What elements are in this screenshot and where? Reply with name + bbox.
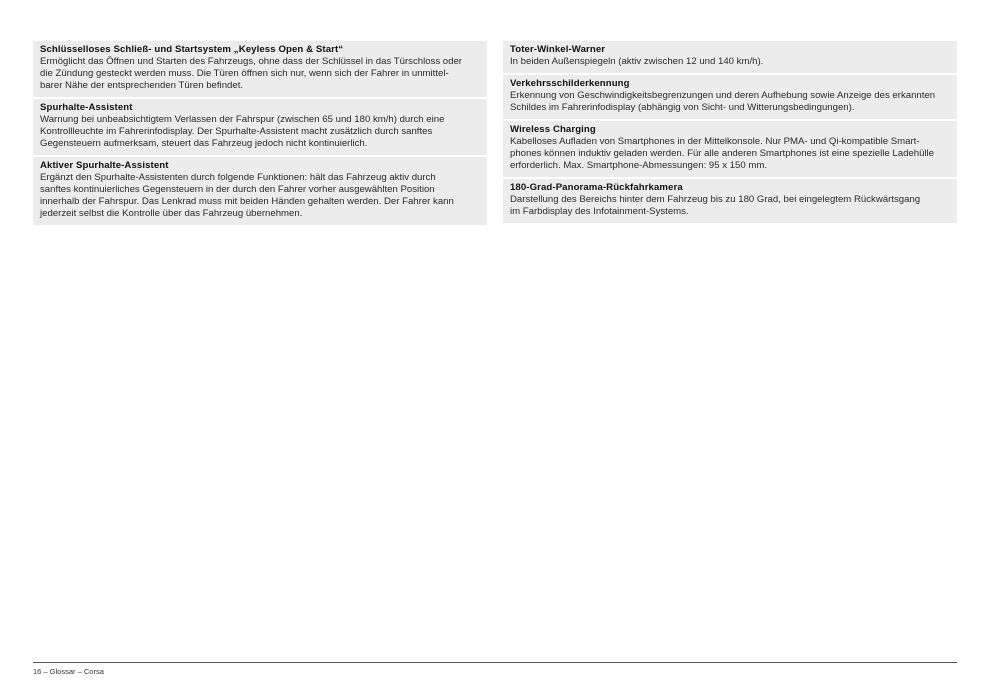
entry-text: Ergänzt den Spurhalte-Assistenten durch folgende Funktionen: hält das Fahrzeug aktiv durch sanftes kontinuierliches Gegensteuern in der durch den Fahrer vorher ausgewählten Position innerhalb der Fahrspur. Das Lenkrad muss mit beiden Händen gehalten werden. Der Fahrer kann jederzeit selbst die Kontrolle über das Fahrzeug übernehmen. — [40, 172, 454, 219]
entry-title: Wireless Charging — [510, 124, 596, 135]
glossary-right-column — [503, 41, 957, 223]
entry-text: Erkennung von Geschwindigkeitsbegrenzungen und deren Aufhebung sowie Anzeige des erkannten Schildes im Fahrerinfodisplay (abhängig von Sicht- und Witterungsbedingungen). — [510, 90, 936, 113]
footer-divider — [33, 662, 957, 663]
entry-title: Schlüsselloses Schließ- und Startsystem „Keyless Open & Start“ — [40, 44, 344, 55]
entry-text: Kabelloses Aufladen von Smartphones in der Mittelkonsole. Nur PMA- und Qi-kompatible Smart- phones können induktiv geladen werden. Für alle anderen Smartphones ist eine spezielle Ladehülle erforderlich. Max. Smartphone-Abmessungen: 95 x 150 mm. — [510, 136, 935, 171]
glossary-entry-keyless-open-start — [33, 41, 487, 97]
entry-title: Toter-Winkel-Warner — [510, 44, 606, 55]
page-footer: 16 – Glossar – Corsa — [33, 667, 104, 676]
entry-text: Darstellung des Bereichs hinter dem Fahrzeug bis zu 180 Grad, bei eingelegtem Rückwärtsgang im Farbdisplay des Infotainment-Systems. — [510, 194, 921, 217]
entry-text: Ermöglicht das Öffnen und Starten des Fahrzeugs, ohne dass der Schlüssel in das Türschloss oder die Zündung gesteckt werden muss. Die Türen öffnen sich nur, wenn sich der Fahrer in unmittel- barer Nähe der entsprechenden Türen befindet. — [40, 56, 463, 91]
glossary-entry-wireless-charging — [503, 121, 957, 177]
glossary-entry-verkehrsschilderkennung — [503, 75, 957, 119]
glossary-entry-spurhalte-assistent — [33, 99, 487, 155]
glossary-entry-aktiver-spurhalte-assistent — [33, 157, 487, 225]
entry-text: Warnung bei unbeabsichtigtem Verlassen der Fahrspur (zwischen 65 und 180 km/h) durch eine Kontrollleuchte im Fahrerinfodisplay. Der Spurhalte-Assistent macht zusätzlich durch sanftes Gegensteuern aufmerksam, steuert das Fahrzeug jedoch nicht kontinuierlich. — [40, 114, 445, 149]
entry-title: Verkehrsschilderkennung — [510, 78, 630, 89]
entry-title: 180-Grad-Panorama-Rückfahrkamera — [510, 182, 683, 193]
entry-text: In beiden Außenspiegeln (aktiv zwischen 12 und 140 km/h). — [510, 56, 764, 67]
glossary-left-column — [33, 41, 487, 225]
glossary-entry-toter-winkel-warner — [503, 41, 957, 73]
entry-title: Spurhalte-Assistent — [40, 102, 133, 113]
glossary-entry-panorama-rueckfahrkamera — [503, 179, 957, 223]
entry-title: Aktiver Spurhalte-Assistent — [40, 160, 169, 171]
